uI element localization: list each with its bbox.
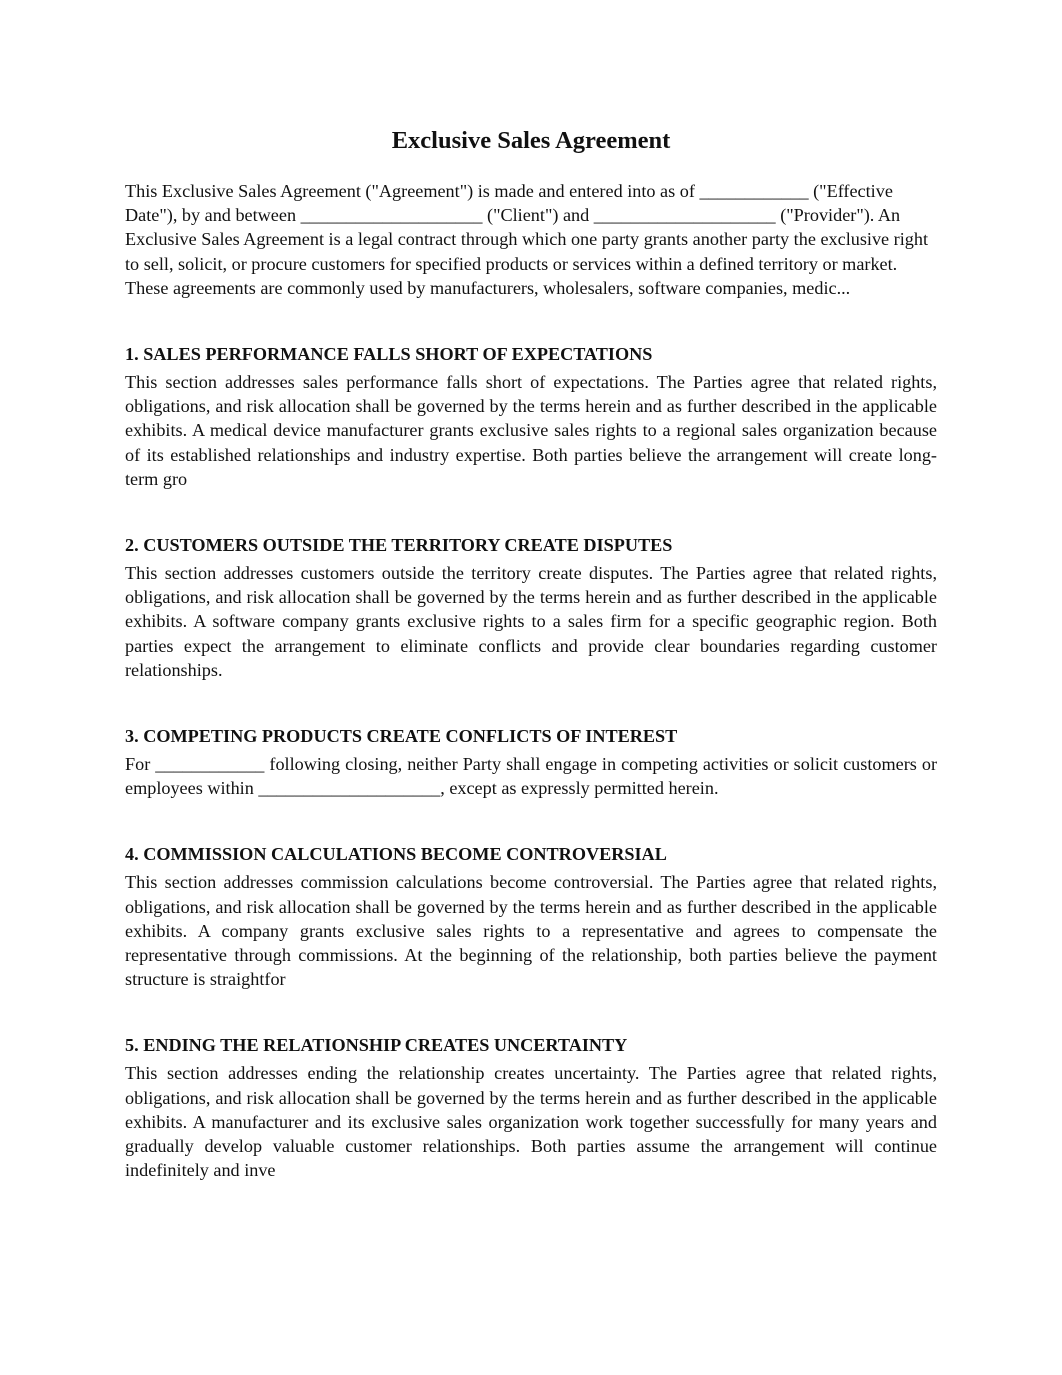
section-heading: 2. CUSTOMERS OUTSIDE THE TERRITORY CREATE DISPUTES xyxy=(125,535,673,556)
section-1 xyxy=(125,342,937,491)
section-5 xyxy=(125,1033,937,1182)
section-heading: 3. COMPETING PRODUCTS CREATE CONFLICTS OF INTEREST xyxy=(125,726,678,747)
section-body: This section addresses ending the relationship creates uncertainty. The Parties agree that related rights, obligations, and risk allocation shall be governed by the terms herein and as further described in the applicable exhibits. A manufacturer and its exclusive sales organization work together successfully for many years and gradually develop valuable customer relationships. Both parties assume the arrangement will continue indefinitely and inve xyxy=(125,1063,937,1181)
document-body xyxy=(125,179,937,1182)
section-body: This section addresses customers outside the territory create disputes. The Parties agree that related rights, obligations, and risk allocation shall be governed by the terms herein and as further described in the applicable exhibits. A software company grants exclusive rights to a sales firm for a specific geographic region. Both parties expect the arrangement to eliminate conflicts and provide clear boundaries regarding customer relationships. xyxy=(125,563,937,680)
section-heading: 1. SALES PERFORMANCE FALLS SHORT OF EXPECTATIONS xyxy=(125,344,653,365)
section-body: For ____________ following closing, neither Party shall engage in competing activities or solicit customers or employees within ____________________, except as expressly permitted herein. xyxy=(125,754,937,799)
document-title: Exclusive Sales Agreement xyxy=(391,127,671,154)
intro-paragraph: This Exclusive Sales Agreement ("Agreement") is made and entered into as of ____________ ("Effective Date"), by and between ____________________ ("Client") and ____________________ ("Provider"). An Exclusive Sales Agreement is a legal contract through which one party grants another party the exclusive right to sell, solicit, or procure customers for specified products or services within a defined territory or market. These agreements are commonly used by manufacturers, wholesalers, software companies, medic... xyxy=(125,181,929,298)
section-2 xyxy=(125,533,937,682)
section-body: This section addresses commission calculations become controversial. The Parties agree that related rights, obligations, and risk allocation shall be governed by the terms herein and as further described in the applicable exhibits. A company grants exclusive sales rights to a representative and agrees to compensate the representative through commissions. At the beginning of the relationship, both parties believe the payment structure is straightfor xyxy=(125,872,937,990)
section-3 xyxy=(125,724,937,800)
section-body: This section addresses sales performance falls short of expectations. The Parties agree that related rights, obligations, and risk allocation shall be governed by the terms herein and as further described in the applicable exhibits. A medical device manufacturer grants exclusive sales rights to a regional sales organization because of its established relationships and industry expertise. Both parties believe the arrangement will create long-term gro xyxy=(125,372,937,489)
section-heading: 5. ENDING THE RELATIONSHIP CREATES UNCERTAINTY xyxy=(125,1035,628,1056)
section-4 xyxy=(125,842,937,991)
section-heading: 4. COMMISSION CALCULATIONS BECOME CONTROVERSIAL xyxy=(125,844,667,865)
